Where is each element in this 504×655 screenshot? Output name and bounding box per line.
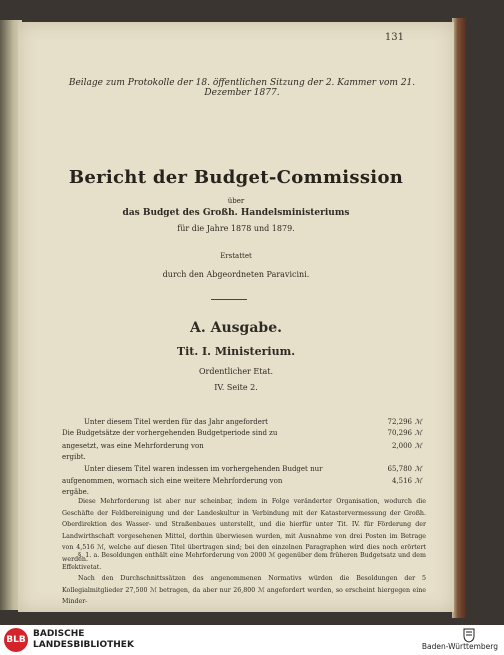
body-paragraph: §. 1. a. Besoldungen enthält eine Mehrforderung von 2000 ℳ gegenüber dem früheren Budgetsatz und dem Effektivetat. (62, 552, 426, 571)
etat-line: Ordentlicher Etat. (198, 367, 274, 376)
budget-row-amount: 2,000 (391, 442, 412, 450)
document-page (18, 22, 454, 612)
budget-row-amount: 4,516 (391, 477, 412, 485)
author-line: durch den Abgeordneten Paravicini. (162, 270, 310, 279)
budget-row-unit: ℳ (414, 418, 422, 426)
section-heading: A. Ausgabe. (190, 320, 282, 336)
budget-row-label: aufgenommen, wornach sich eine weitere Mehrforderung von (62, 477, 283, 485)
budget-row-amount: 65,780 (387, 465, 412, 473)
budget-row-label: angesetzt, was eine Mehrforderung von (62, 442, 204, 450)
body-paragraph: Nach den Durchschnittssätzen des angenommenen Normativs würden die Besoldungen der 5 Kollegialmitglieder 27,500 ℳ betragen, da aber nur 26,800 ℳ angefordert werden, so erscheint hiergegen eine Minder- (62, 575, 426, 606)
body-paragraph: Diese Mehrforderung ist aber nur scheinbar, indem in Folge veränderter Organisation, wodurch die Geschäfte der Feldbereinigung und der Landeskultur in Verbindung mit der Katastervermessung der Großh. Oberdirektion des Wasser- und Straßenbaues unterstellt, und die hierfür unter Tit. IV. für Förderung der Landwirthschaft vorgesehenen Mittel, dorthin überwiesen wurden, mit Ausnahme von drei Posten im Betrage von 4,516 ℳ, welche auf diesen Titel übertragen sind; bei den einzelnen Paragraphen wird dies noch erörtert werden. (62, 498, 426, 563)
budget-row-label: Die Budgetsätze der vorhergehenden Budgetperiode sind zu (62, 429, 278, 437)
library-name-line2: LANDESBIBLIOTHEK (33, 640, 134, 650)
blb-logo[interactable]: BLB (4, 628, 28, 652)
title-heading: Tit. I. Ministerium. (176, 345, 296, 358)
divider-rule (211, 299, 247, 300)
library-name-line1: BADISCHE (33, 629, 85, 639)
partner-name[interactable]: Baden-Württemberg (421, 642, 498, 651)
erstattet-text: Erstattet (220, 252, 252, 260)
budget-row-unit: ℳ (414, 442, 422, 450)
viewer-footer (0, 625, 504, 655)
budget-row-unit: ℳ (414, 465, 422, 473)
budget-row-amount: 70,296 (387, 429, 412, 437)
budget-row-amount: 72,296 (387, 418, 412, 426)
budget-row-unit: ℳ (414, 477, 422, 485)
budget-row-label: ergibt. (62, 453, 86, 461)
years-line: für die Jahre 1878 und 1879. (177, 224, 295, 233)
book-fore-edge (452, 18, 466, 618)
page-number: 131 (384, 32, 404, 43)
protocol-header: Beilage zum Protokolle der 18. öffentlichen Sitzung der 2. Kammer vom 21. Dezember 1877. (68, 78, 416, 98)
budget-row-unit: ℳ (414, 429, 422, 437)
ueber-text: über (227, 197, 245, 205)
department-line: das Budget des Großh. Handelsministeriums (122, 208, 350, 218)
report-title: Bericht der Budget-Commission (68, 167, 404, 188)
budget-row-label: Unter diesem Titel werden für das Jahr angefordert (84, 418, 268, 426)
seite-line: IV. Seite 2. (214, 383, 258, 392)
budget-row-label: ergäbe. (62, 488, 89, 496)
budget-row-label: Unter diesem Titel waren indessen im vorhergehenden Budget nur (84, 465, 323, 473)
library-name[interactable] (33, 629, 134, 651)
crest-icon (460, 627, 478, 643)
